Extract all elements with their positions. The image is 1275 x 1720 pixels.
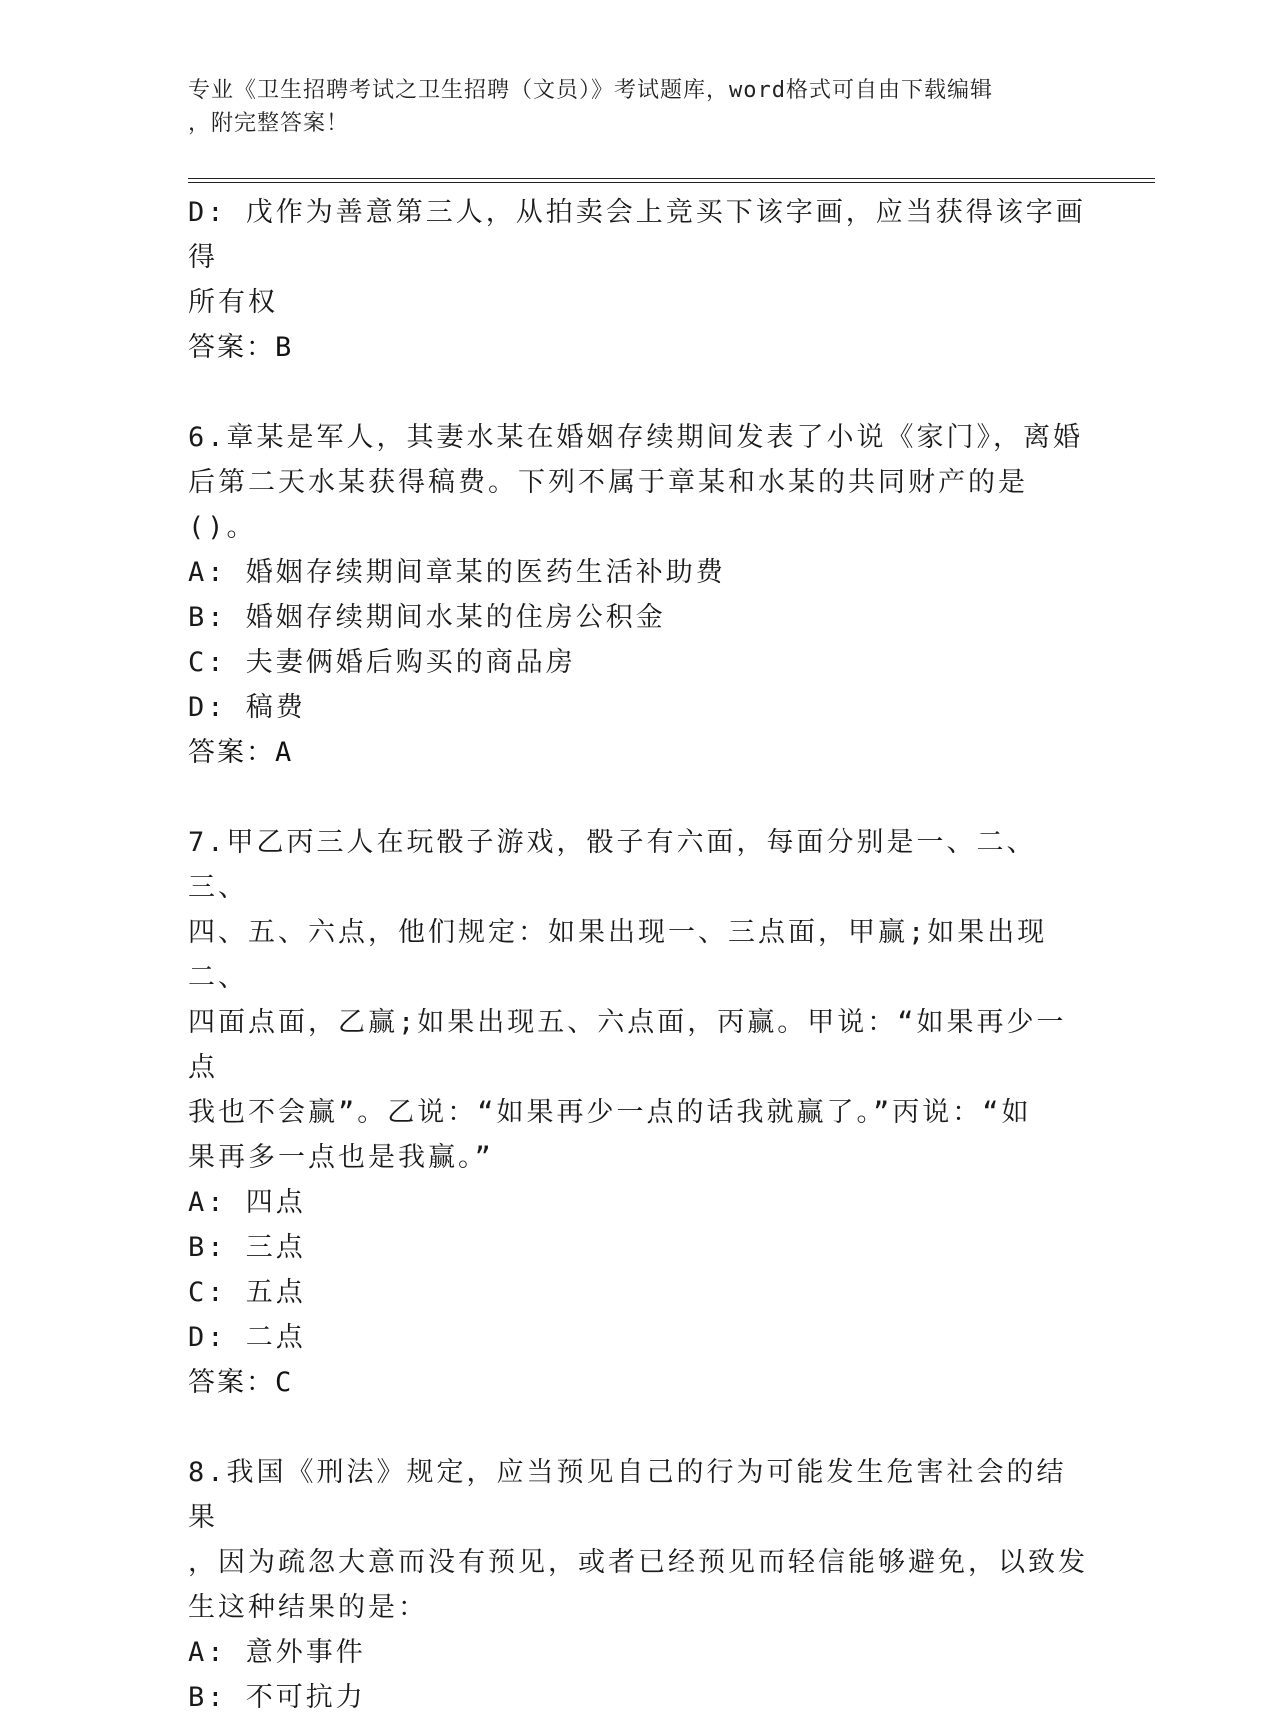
header-title-line-2: ，附完整答案！ bbox=[188, 111, 350, 136]
question-stem-line-1: 8.我国《刑法》规定，应当预见自己的行为可能发生危害社会的结果 bbox=[188, 1457, 1067, 1533]
question-block-5-tail bbox=[188, 190, 1088, 370]
answer-label: 答案： bbox=[188, 332, 275, 363]
answer-label: 答案： bbox=[188, 737, 275, 768]
option-b: B: 三点 bbox=[188, 1232, 306, 1263]
header-double-rule bbox=[188, 178, 1155, 183]
header-title-line-1: 专业《卫生招聘考试之卫生招聘（文员）》考试题库，word格式可自由下载编辑 bbox=[188, 78, 993, 103]
answer-line bbox=[188, 325, 1088, 370]
question-stem-line-2: 后第二天水某获得稿费。下列不属于章某和水某的共同财产的是()。 bbox=[188, 467, 1028, 543]
option-c: C: 夫妻俩婚后购买的商品房 bbox=[188, 647, 576, 678]
block-spacer bbox=[188, 1405, 1088, 1450]
question-stem-line-5: 果再多一点也是我赢。” bbox=[188, 1142, 494, 1173]
option-c: C: 五点 bbox=[188, 1277, 306, 1308]
question-block-7 bbox=[188, 820, 1088, 1405]
question-stem-line-1: 6.章某是军人，其妻水某在婚姻存续期间发表了小说《家门》，离婚 bbox=[188, 422, 1084, 453]
question-stem-line-2: ，因为疏忽大意而没有预见，或者已经预见而轻信能够避免，以致发 bbox=[188, 1547, 1088, 1578]
option-d: D: 稿费 bbox=[188, 692, 306, 723]
answer-label: 答案： bbox=[188, 1367, 275, 1398]
answer-value: C bbox=[275, 1367, 294, 1398]
option-d: D: 二点 bbox=[188, 1322, 306, 1353]
option-b: B: 婚姻存续期间水某的住房公积金 bbox=[188, 602, 666, 633]
question-stem-line-3: 生这种结果的是： bbox=[188, 1592, 428, 1623]
block-spacer bbox=[188, 370, 1088, 415]
answer-value: B bbox=[275, 332, 294, 363]
document-header bbox=[188, 74, 1088, 140]
question-block-6 bbox=[188, 415, 1088, 775]
question-stem-line-1: 7.甲乙丙三人在玩骰子游戏，骰子有六面，每面分别是一、二、三、 bbox=[188, 827, 1037, 903]
question-stem-line-2: 四、五、六点，他们规定：如果出现一、三点面，甲赢;如果出现二、 bbox=[188, 917, 1048, 993]
question-stem-line-3: 四面点面，乙赢;如果出现五、六点面，丙赢。甲说：“如果再少一点 bbox=[188, 1007, 1067, 1083]
answer-line bbox=[188, 1360, 1088, 1405]
option-d-line-1: D: 戊作为善意第三人，从拍卖会上竞买下该字画，应当获得该字画得 bbox=[188, 197, 1086, 273]
option-a: A: 四点 bbox=[188, 1187, 306, 1218]
answer-value: A bbox=[275, 737, 294, 768]
answer-line bbox=[188, 730, 1088, 775]
option-a: A: 婚姻存续期间章某的医药生活补助费 bbox=[188, 557, 726, 588]
option-d-line-2: 所有权 bbox=[188, 287, 278, 318]
question-content bbox=[188, 190, 1088, 1720]
question-block-8 bbox=[188, 1450, 1088, 1720]
option-a: A: 意外事件 bbox=[188, 1637, 366, 1668]
option-b: B: 不可抗力 bbox=[188, 1682, 366, 1713]
block-spacer bbox=[188, 775, 1088, 820]
question-stem-line-4: 我也不会赢”。乙说：“如果再少一点的话我就赢了。”丙说：“如 bbox=[188, 1097, 1032, 1128]
